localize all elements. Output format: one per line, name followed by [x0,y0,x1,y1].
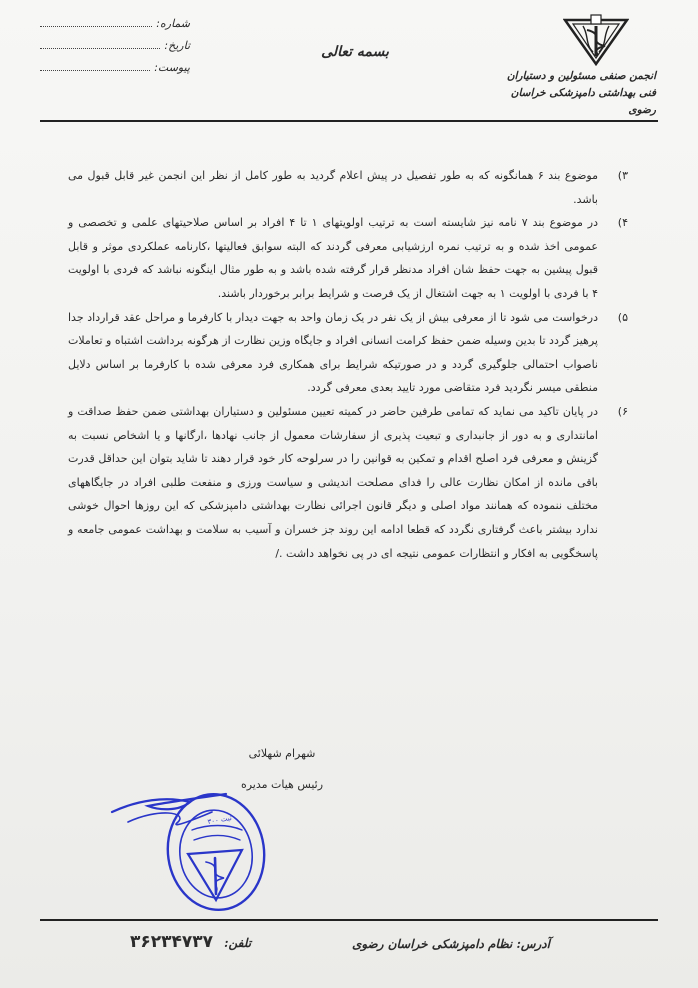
footer-address: آدرس: نظام دامپزشکی خراسان رضوی [351,937,550,951]
official-stamp-icon [108,782,270,918]
bismillah-heading: بسمه تعالی [321,44,389,60]
clause-text: در پایان تاکید می نماید که تمامی طرفین حاضر در کمیته تعیین مسئولین و دستیاران بهداشتی ضمن حفظ صداقت و امانتداری و به دور از جانبداری و تبعیت پذیری از سفارشات معمول از جانب نهادها ،ارگانها و یا اشخاص نسبت به گزینش و معرفی فرد اصلح اقدام و تمکین به قوانین را در سرلوحه کار خود قرار دهند تا شاید بتوان این حداقل قدرت باقی مانده از امکان نظارت عالی را فدای مصلحت اندیشی و سیاست ورزی و منفعت طلبی افراد در جایگاههای مختلف ننموده که همانند مواد اصلی و دیگر قانون اجرائی نظارت بهداشتی دامپزشکی که این روزها احوال خوشی ندارد بیشتر باعث گرفتاری نگردد که قطعا ادامه این روند جز خسران و آسیب به سلامت و بهداشت عمومی جامعه و پاسخگویی به افکار و انتظارات عمومی نتیجه ای در پی نخواهد داشت ./ [68,404,598,560]
clause-text: در موضوع بند ۷ نامه نیز شایسته است به ترتیب اولویتهای ۱ تا ۴ افراد بر اساس صلاحیتهای علمی و تخصصی و عمومی اخذ شده و به ترتیب نمره ارزشیابی معرفی گردند که البته سوابق فعالیتها ،کارنامه عملکردی موثر و قابل قبول پیشین به جهت حفظ شان افراد مدنظر قرار گرفته شده باشد و به طور مثال اینگونه نباشد که فردی با اولویت ۴ با فردی با اولویت ۱ به جهت اشتغال از یک فرصت و شرایط برابر برخوردار باشند. [68,216,599,300]
meta-number-row [40,16,190,38]
svg-text:ثبت ۳۰۰: ثبت ۳۰۰ [206,813,233,827]
meta-date-label: تاریخ: [164,39,190,52]
meta-date-row [40,38,190,60]
organization-name-line-1: انجمن صنفی مسئولین و دستیاران [506,70,656,82]
clause-item [68,211,628,305]
meta-attachment-label: پیوست: [154,61,190,74]
clause-number: ۴) [617,216,628,230]
header-divider [40,120,658,122]
header-meta-fields [40,16,190,82]
meta-date-dots [40,38,160,49]
phone-label: تلفن: [224,936,252,950]
clause-text: درخواست می شود تا از معرفی بیش از یک نفر در یک زمان واحد به جهت دیدار با کارفرما و مراحل عقد قرارداد جدا پرهیز گردد تا بدین وسیله ضمن حفظ کرامت انسانی افراد و جایگاه وزین نظارت از هرگونه برداشت اشتباه و تعاملات ناصواب احتمالی جلوگیری گردد و در صورتیکه شرایط برای همکاری فرد معرفی شده با کارفرما بر اساس دلایل منطقی میسر نگردید فرد متقاضی مورد تایید بعدی معرفی گردد. [68,310,598,395]
meta-number-dots [40,16,152,27]
clause-item [68,164,628,211]
footer-phone [130,932,290,952]
footer-divider [40,919,658,921]
clause-number: ۵) [617,310,628,324]
clause-item [68,400,628,565]
meta-attachment-row [40,60,190,82]
clause-number: ۳) [617,169,628,182]
phone-number: ۳۶۲۳۴۷۳۷ [130,932,214,952]
clause-number: ۶) [617,404,628,418]
organization-logo-icon [563,14,629,66]
meta-attachment-dots [40,60,150,71]
signatory-title: رئیس هیات مدیره [240,778,324,791]
clause-text: موضوع بند ۶ همانگونه که به طور تفصیل در پیش اعلام گردید به طور کامل از نظر این انجمن غیر قابل قبول می باشد. [68,169,599,206]
signatory-name: شهرام شهلائی [248,747,316,760]
organization-name-line-2: فنی بهداشتی دامپزشکی خراسان رضوی [510,87,656,116]
letter-body [68,164,628,565]
organization-name [486,68,656,119]
meta-number-label: شماره: [156,17,190,30]
clause-item [68,306,628,400]
